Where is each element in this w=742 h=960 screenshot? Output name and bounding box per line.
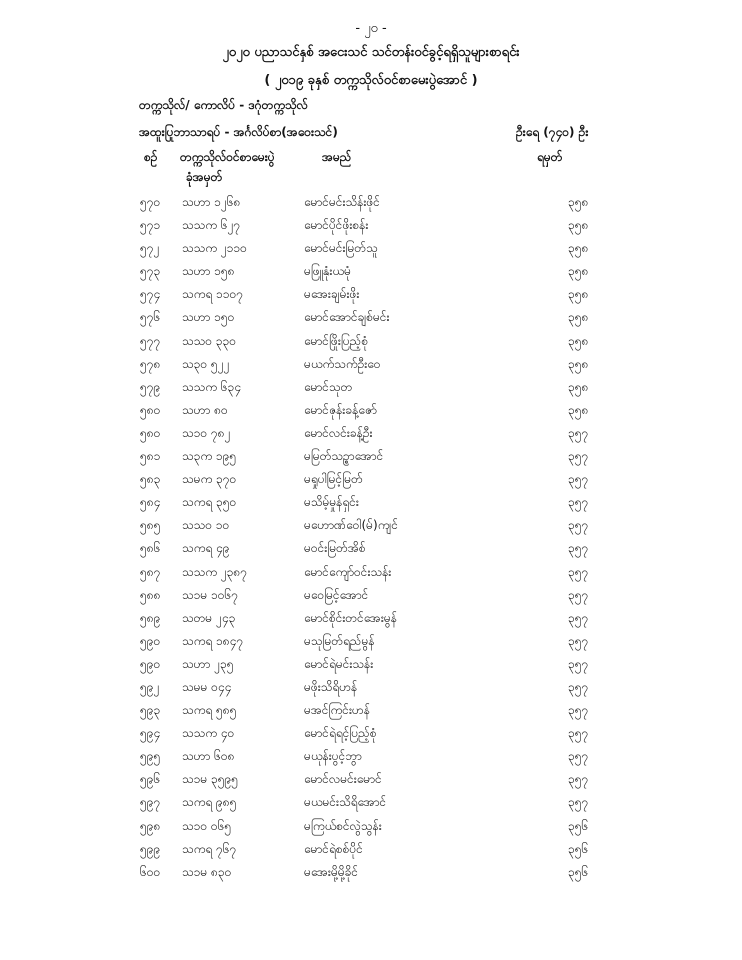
- roll-number: သကရ ၃၅၀: [182, 495, 237, 510]
- row-number: ၅၈၀: [140, 425, 161, 440]
- table-row: [0, 444, 742, 467]
- page-number: - ၂၀ -: [355, 21, 387, 36]
- student-name: မဖိုးသိရိဟန်: [304, 679, 358, 694]
- roll-number: သ၁မ ၁၀၆၇: [182, 587, 239, 602]
- score: ၃၅၇: [568, 726, 589, 741]
- table-row: [0, 698, 742, 721]
- student-name: မယက်သက်ဦးဝေ: [304, 356, 381, 371]
- table-row: [0, 629, 742, 652]
- roll-number: သမက ၃၇၀: [182, 472, 237, 487]
- column-header-name: အမည်: [322, 150, 352, 164]
- row-number: ၅၉၆: [140, 772, 161, 787]
- roll-number: သသက ၂၃၈၇: [182, 564, 248, 579]
- major-line: အထူးပြုဘာသာရပ် - အင်္ဂလိပ်စာ(အဝေးသင်): [139, 125, 338, 139]
- table-row: [0, 790, 742, 813]
- row-number: ၅၈၇: [140, 564, 161, 579]
- score: ၃၅၇: [568, 472, 589, 487]
- row-number: ၅၉၄: [140, 726, 161, 741]
- roll-number: သမမ ၀၄၄: [182, 679, 232, 694]
- score: ၃၅၈: [568, 402, 589, 417]
- student-name: မောင်မင်းမြတ်သူ: [304, 241, 378, 256]
- roll-number: သကရ ၁၈၄၇: [182, 633, 244, 648]
- table-row: [0, 744, 742, 767]
- student-name: မကြယ်စင်လွဲသွန်း: [304, 818, 382, 833]
- score: ၃၅၇: [568, 703, 589, 718]
- table-row: [0, 860, 742, 883]
- table-row: [0, 837, 742, 860]
- score: ၃၅၈: [568, 195, 589, 209]
- student-name: မောင်သုတ: [304, 379, 353, 394]
- score: ၃၅၇: [568, 610, 589, 625]
- student-name: မောင်ရဲမင်းသန်း: [304, 656, 374, 671]
- score: ၃၅၇: [568, 656, 589, 671]
- table-row: [0, 675, 742, 698]
- score: ၃၅၇: [568, 679, 589, 694]
- document-subtitle: ( ၂၀၁၉ ခုနှစ် တက္ကသိုလ်ဝင်စာမေးပွဲအောင် ): [264, 73, 478, 88]
- row-number: ၅၇၀: [140, 195, 161, 209]
- table-row: [0, 375, 742, 398]
- student-name: မယမင်းသိရိအောင်: [304, 795, 387, 810]
- row-number: ၅၇၁: [140, 218, 161, 233]
- student-name: မဝေမြင့်အောင်: [304, 587, 369, 602]
- roll-number: သ၁မ ၃၅၉၅: [182, 772, 239, 787]
- student-name: မောင်ဇုန်းခန့်ဇော်: [304, 402, 377, 417]
- row-number: ၅၇၄: [140, 287, 161, 302]
- table-row: [0, 721, 742, 744]
- roll-number: သကရ ၁၁၀၇: [182, 287, 244, 302]
- row-number: ၅၈၆: [140, 541, 161, 556]
- row-number: ၅၉၈: [140, 818, 161, 833]
- roll-number: သသ၀ ၃၃၀: [182, 333, 237, 348]
- student-name: မောင်ပိုင်ဖိုးစန်း: [304, 218, 369, 233]
- score: ၃၅၈: [568, 356, 589, 371]
- table-row: [0, 190, 742, 213]
- table-row: [0, 352, 742, 375]
- row-number: ၅၇၉: [140, 379, 161, 394]
- table-row: [0, 606, 742, 629]
- roll-number: သဟာ ၆၀၈: [182, 749, 235, 764]
- table-row: [0, 236, 742, 259]
- table-row: [0, 305, 742, 328]
- student-name: မဟောဏ်ဝေါ(မ်)ကျင်: [304, 518, 398, 533]
- student-name: မသိမ့်မှုန်ရှင်း: [304, 495, 359, 510]
- student-name: မောင်ရဲစစ်ပိုင်: [304, 841, 363, 856]
- student-list: [0, 190, 742, 883]
- row-number: ၅၈၉: [140, 610, 161, 625]
- row-number: ၅၈၁: [140, 449, 161, 464]
- roll-number: သသက ၆၃၄: [182, 379, 242, 394]
- student-name: မောင်လင်းခန့်ဦး: [304, 425, 373, 440]
- table-row: [0, 490, 742, 513]
- roll-number: သကရ ၅၈၅: [182, 703, 237, 718]
- row-number: ၅၇၂: [140, 241, 160, 256]
- student-name: မောင်အောင်ချစ်မင်း: [304, 310, 390, 325]
- roll-number: သဟာ ၂၃၅: [182, 656, 234, 671]
- table-row: [0, 213, 742, 236]
- column-header-score: ရမှတ်: [537, 150, 563, 164]
- row-number: ၅၉၉: [140, 841, 161, 856]
- score: ၃၅၇: [568, 587, 589, 602]
- student-name: မောင်လမင်းမောင်: [304, 772, 382, 787]
- roll-number: သသ၀ ၁၀: [182, 518, 230, 533]
- score: ၃၅၈: [568, 379, 589, 394]
- score: ၃၅၈: [568, 310, 589, 325]
- row-number: ၅၉၂: [140, 679, 160, 694]
- student-name: မောင်ရဲရင့်ပြည့်စုံ: [304, 726, 377, 741]
- column-header-roll: တက္ကသိုလ်ဝင်စာမေးပွဲ: [180, 150, 275, 164]
- table-row: [0, 398, 742, 421]
- document-title: ၂၀၂၀ ပညာသင်နှစ် အငေးသင် သင်တန်းဝင်ခွင့်ရရှိသူများစာရင်း: [222, 45, 520, 60]
- score: ၃၅၇: [568, 633, 589, 648]
- score: ၃၅၇: [568, 449, 589, 464]
- student-name: မရှုပါမြင့်မြတ်: [304, 472, 363, 487]
- score: ၃၅၇: [568, 564, 589, 579]
- row-number: ၅၉၀: [140, 656, 161, 671]
- row-number: ၅၇၈: [140, 356, 161, 371]
- student-name: မဝင်းမြတ်အိစ်: [304, 541, 366, 556]
- row-number: ၅၉၃: [140, 703, 161, 718]
- table-row: [0, 583, 742, 606]
- table-row: [0, 259, 742, 282]
- roll-number: သဟာ ၈၀: [182, 402, 228, 417]
- table-row: [0, 652, 742, 675]
- table-row: [0, 282, 742, 305]
- student-name: မောင်ဖြိုးပြည့်စုံ: [304, 333, 369, 348]
- student-name: မအေးချမ်းဖိုး: [304, 287, 360, 302]
- row-number: ၅၉၀: [140, 633, 161, 648]
- student-name: မောင်မင်းသိန်းဖိုင်: [304, 195, 380, 209]
- score: ၃၅၇: [568, 541, 589, 556]
- score: ၃၅၈: [568, 218, 589, 233]
- student-name: မယုန်းပွင့်ဘွာ: [304, 749, 362, 764]
- score: ၃၅၆: [568, 864, 589, 879]
- table-row: [0, 814, 742, 837]
- row-number: ၅၈၀: [140, 402, 161, 417]
- score: ၃၅၇: [568, 518, 589, 533]
- score: ၃၅၇: [568, 795, 589, 810]
- roll-number: သကရ ၇၆၇: [182, 841, 237, 856]
- count-line: ဦးရေ (၇၄၀) ဦး: [516, 125, 589, 139]
- score: ၃၅၈: [568, 333, 589, 348]
- student-name: မမြတ်သဥ္စာအောင်: [304, 449, 384, 464]
- roll-number: သသက ၆၂၇: [182, 218, 241, 233]
- score: ၃၅၈: [568, 264, 589, 279]
- column-header-roll-number: ခုံအမှတ်: [186, 170, 223, 184]
- roll-number: သ၃၀ ၅၂၂: [182, 356, 230, 371]
- student-name: မဖြူနုံးယမုံ: [304, 264, 351, 279]
- student-name: မောင်စိုင်းတင်အေးမွန်: [304, 610, 397, 625]
- table-row: [0, 560, 742, 583]
- roll-number: သဟာ ၁၂၆၈: [182, 195, 241, 209]
- student-name: မအေးမို့မို့ခိုင်: [304, 864, 359, 879]
- student-name: မအင်ကြင်းဟန်: [304, 703, 370, 718]
- row-number: ၅၈၄: [140, 495, 161, 510]
- row-number: ၅၉၇: [140, 795, 161, 810]
- roll-number: သဟာ ၁၅၀: [182, 310, 235, 325]
- row-number: ၆၀၀: [140, 864, 161, 879]
- score: ၃၅၆: [568, 818, 589, 833]
- roll-number: သ၁မ ၈၃၀: [182, 864, 232, 879]
- row-number: ၅၈၅: [140, 518, 161, 533]
- row-number: ၅၈၃: [140, 472, 161, 487]
- roll-number: သ၁၀ ၇၈၂: [182, 425, 231, 440]
- student-name: မသုမြတ်ရည်မွန်: [304, 633, 375, 648]
- table-row: [0, 421, 742, 444]
- table-row: [0, 513, 742, 536]
- roll-number: သဟာ ၁၅၈: [182, 264, 235, 279]
- roll-number: သသက ၄၀: [182, 726, 235, 741]
- table-row: [0, 767, 742, 790]
- score: ၃၅၇: [568, 425, 589, 440]
- row-number: ၅၇၃: [140, 264, 161, 279]
- row-number: ၅၇၇: [140, 333, 161, 348]
- table-row: [0, 467, 742, 490]
- row-number: ၅၉၅: [140, 749, 161, 764]
- score: ၃၅၈: [568, 241, 589, 256]
- score: ၃၅၇: [568, 495, 589, 510]
- row-number: ၅၈၈: [140, 587, 161, 602]
- university-line: တက္ကသိုလ်/ ကောလိပ် - ဒဂုံတက္ကသိုလ်: [139, 98, 308, 112]
- student-name: မောင်ကျော်ဝင်းသန်း: [304, 564, 392, 579]
- roll-number: သ၃က ၁၉၅: [182, 449, 237, 464]
- roll-number: သတမ ၂၄၃: [182, 610, 236, 625]
- score: ၃၅၈: [568, 287, 589, 302]
- score: ၃၅၇: [568, 749, 589, 764]
- roll-number: သကရ ၄၉: [182, 541, 230, 556]
- score: ၃၅၇: [568, 772, 589, 787]
- roll-number: သ၁၀ ၀၆၅: [182, 818, 232, 833]
- roll-number: သသက ၂၁၁၀: [182, 241, 247, 256]
- table-row: [0, 329, 742, 352]
- table-row: [0, 536, 742, 559]
- roll-number: သကရ ၉၈၅: [182, 795, 237, 810]
- row-number: ၅၇၆: [140, 310, 161, 325]
- column-header-no: စဉ်: [144, 150, 158, 164]
- score: ၃၅၆: [568, 841, 589, 856]
